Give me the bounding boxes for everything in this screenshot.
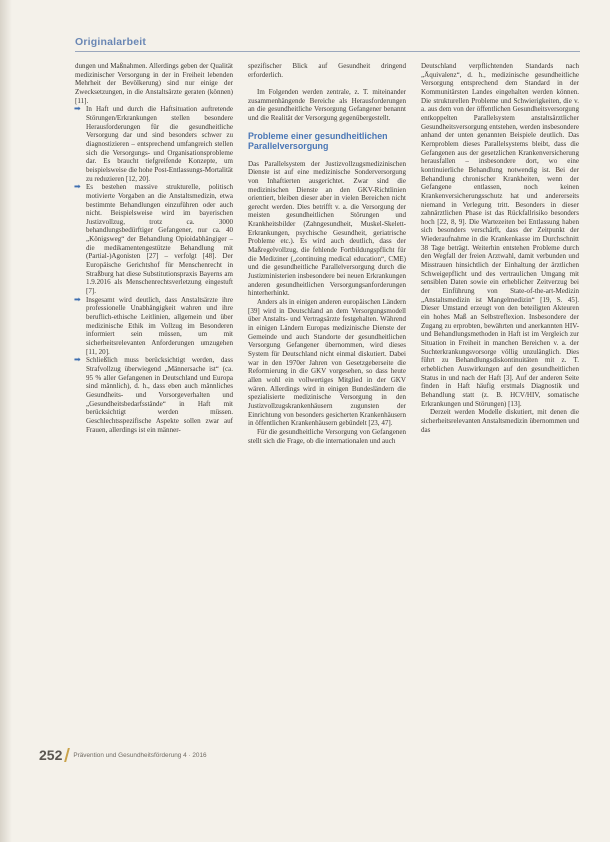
paragraph: Derzeit werden Modelle diskutiert, mit denen die sicherheitsrelevanten Anstaltsmedizin übernommen und das: [421, 408, 579, 434]
header-rule: [75, 51, 580, 52]
column-1: [75, 62, 233, 742]
paragraph: Deutschland verpflichtenden Standards nach „Äquivalenz“, d. h., medizinische gesundheitliche Versorgung entsprechend dem Standard in der Kommunitärsten Landes eingehalten werden können. Die strukturellen Probleme und Schwierigkeiten, die v. a. aus dem von der öffentlichen Gesundheitsversorgung entkoppelten Parallelsystem anstaltsärztlicher Gesundheitsversorgung entstehen, werden insbesondere anhand der unten genannten Beispiele deutlich. Das Kernproblem dieses Parallelsystems bleibt, dass die Gefangenen aus der gesetzlichen Krankenversicherung herausfallen – insbesondere dort, wo eine kontinuierliche Behandlung notwendig ist. Bei der Behandlung chronischer Krankheiten, wenn der Gefangene entlassen, noch keinen Krankenversicherungsschutz hat und andererseits niemand in Verlegung tritt. Besonders in dieser zahnärztlichen Phase ist das Rückfallrisiko besonders hoch [22, 8, 9]. Die Wartezeiten bei Entlassung haben sich besonders verschärft, dass der Zeitpunkt der Wiederaufnahme in die Krankenkasse im Durchschnitt 38 Tage beträgt. Weiterhin entstehen Probleme durch den Wegfall der freien Arztwahl, damit verbunden und Misstrauen hinsichtlich der Einhaltung der ärztlichen Schweigepflicht und des vertraulichen Umgang mit sensiblen Daten sowie ein erheblicher Zeitverzug bei der Einführung von State-of-the-art-Medizin „Anstaltsmedizin ist Mangelmedizin“ [19, S. 45]. Dieser Umstand erzeugt von den beteiligten Akteuren ein hohes Maß an Selbstreflexion. Insbesondere der Zugang zu erprobten, bewährten und anerkannten HIV- und Behandlungsmethoden in Haft ist im Vergleich zur Situation in Freiheit in manchen Bereichen v. a. der Suchterkrankungsvorsorge völlig unzulänglich. Dies führt zu Behandlungsdiskontinuitäten mit z. T. erheblichen Auswirkungen auf den gesundheitlichen Status in und nach der Haft [3]. Auf der anderen Seite finden in Haft häufig erstmals Diagnostik und Behandlung statt (z. B. HCV/HIV, somatische Erkrankungen und Störungen) [13].: [421, 62, 579, 408]
bullet-list: [75, 105, 233, 434]
section-label: Originalarbeit: [75, 36, 147, 48]
bullet-arrow-icon: ➡: [74, 182, 81, 192]
section-heading: Probleme einer gesundheitlichen Parallelversorgung: [248, 130, 388, 152]
page-footer: [39, 747, 579, 763]
bullet-item: ➡ Es bestehen massive strukturelle, politisch motivierte Vorgaben an die Anstaltsmedizin, etwa bestimmte Behandlungen einzuführen oder auch nicht. Beispielsweise wird im bayerischen Justizvollzug, trotz ca. 3000 behandlungsbedürftiger Gefangener, nur ca. 40 „Königsweg“ der Behandlung Opioidabhängiger – die medikamentengestützte Behandlung mit (Partial-)Agonisten [27] – verfolgt [48]. Der Europäische Gerichtshof für Menschenrecht in Straßburg hat diese Substitutionspraxis Bayerns am 1.9.2016 als Menschenrechtsverletzung eingestuft [7].: [74, 182, 233, 296]
bullet-arrow-icon: ➡: [74, 104, 81, 114]
paragraph: Für die gesundheitliche Versorgung von Gefangenen stellt sich die Frage, ob die internationalen und auch: [248, 427, 406, 445]
bullet-item: ➡ Schließlich muss berücksichtigt werden, dass Strafvollzug überwiegend „Männersache ist“ (ca. 95 % aller Gefangenen in Deutschland und Europa sind männlich), d. h., dass eben auch männliches Gesundheits- und Vorsorgeverhalten und „Gesundheitsbedarfsstände“ in Haft mit berücksichtigt werden müssen. Geschlechtsspezifische Aspekte sollen zwar auf Frauen, allerdings ist ein männer-: [74, 355, 233, 434]
page-number: 252: [39, 747, 63, 763]
footer-divider: [64, 748, 70, 762]
column-3: [421, 62, 579, 742]
paragraph: Das Parallelsystem der Justizvollzugsmedizinischen Dienste ist auf eine medizinische Sonderversorgung von Inhaftierten ausgerichtet. Zwar sind die medizinischen Dienste an den GKV-Richtlinien orientiert, bleiben dieser aber in vielen Bereichen nicht gerecht werden. Dies betrifft v. a. die Versorgung der meisten gesundheitlichen Störungen und Krankheitsbilder (Zahngesundheit, Muskel-Skelett-Erkrankungen, psychische Gesundheit, geriatrische Probleme etc.). Es wird auch deutlich, dass der Maßregelvollzug, die fehlende Fortbildungspflicht für die Mediziner („continuing medical education“, CME) und die gesundheitliche Parallelversorgung durch die Justizministerien insbesondere bei neuen Erkrankungen anderen gesundheitlichen Versorgungsanforderungen hinterherhinkt.: [248, 159, 406, 298]
bullet-arrow-icon: ➡: [74, 294, 81, 304]
paragraph: spezifischer Blick auf Gesundheit dringend erforderlich.: [248, 62, 406, 79]
bullet-item: ➡ Insgesamt wird deutlich, dass Anstaltsärzte ihre professionelle Unabhängigkeit wahren und ihre beruflich-ethische Leitlinien, allgemein und über medizinische Ethik im Vollzug im Besonderen informiert sein müssen, um mit sicherheitsrelevanten Anforderungen umzugehen [11, 20].: [74, 294, 233, 356]
bullet-item: ➡ In Haft und durch die Haftsituation auftretende Störungen/Erkrankungen stellen besondere Herausforderungen für die gesundheitliche Versorgung dar und sind besonders schwer zu diagnostizieren – entsprechend umfangreich stellen sich die Versorgungs- und Organisationsprobleme dar. Es braucht tiefgreifende Konzepte, um beispielsweise die hohe Post-Entlassungs-Mortalität zu reduzieren [12, 20].: [74, 104, 233, 183]
bullet-arrow-icon: ➡: [74, 355, 81, 365]
column-2: [248, 62, 406, 742]
paragraph: Anders als in einigen anderen europäischen Ländern [39] wird in Deutschland an dem Versorgungsmodell über Anstalts- und Vertragsärzte festgehalten. Während in einigen Ländern Europas medizinische Dienste der Gemeinde und auch Standorte der gesundheitlichen Versorgung Gefangener übernommen, wird dieses System für Deutschland nicht einmal diskutiert. Dabei war in den 1970er Jahren von Gesetzgeberseite die Reformierung in die GKV vorgesehen, so dass heute allen wohl ein vollwertiges Mitglied in der GKV wären. Allerdings wird in einigen Bundesländern die spezialisierte medizinische Versorgung in den Justizvollzugskrankenhäusern zugunsten der Einrichtung von besonders gesicherten Krankenhäusern in öffentlichen Krankenhäusern gebündelt [23, 47].: [248, 298, 406, 428]
paragraph: dungen und Maßnahmen. Allerdings geben der Qualität medizinischer Versorgung in der in Freiheit lebenden Mehrheit der Bevölkerung) sind nur einige der Zwecksetzungen, in die Anstaltsärzte geraten (können) [11].: [75, 62, 233, 105]
page-edge-shadow: [0, 0, 12, 842]
journal-title: Prävention und Gesundheitsförderung 4 · 2016: [73, 751, 207, 759]
paragraph: Im Folgenden werden zentrale, z. T. miteinander zusammenhängende Bereiche als Herausforderungen an die gesundheitliche Versorgung Gefangener benannt und die Realität der Versorgung gegenübergestellt.: [248, 87, 406, 122]
